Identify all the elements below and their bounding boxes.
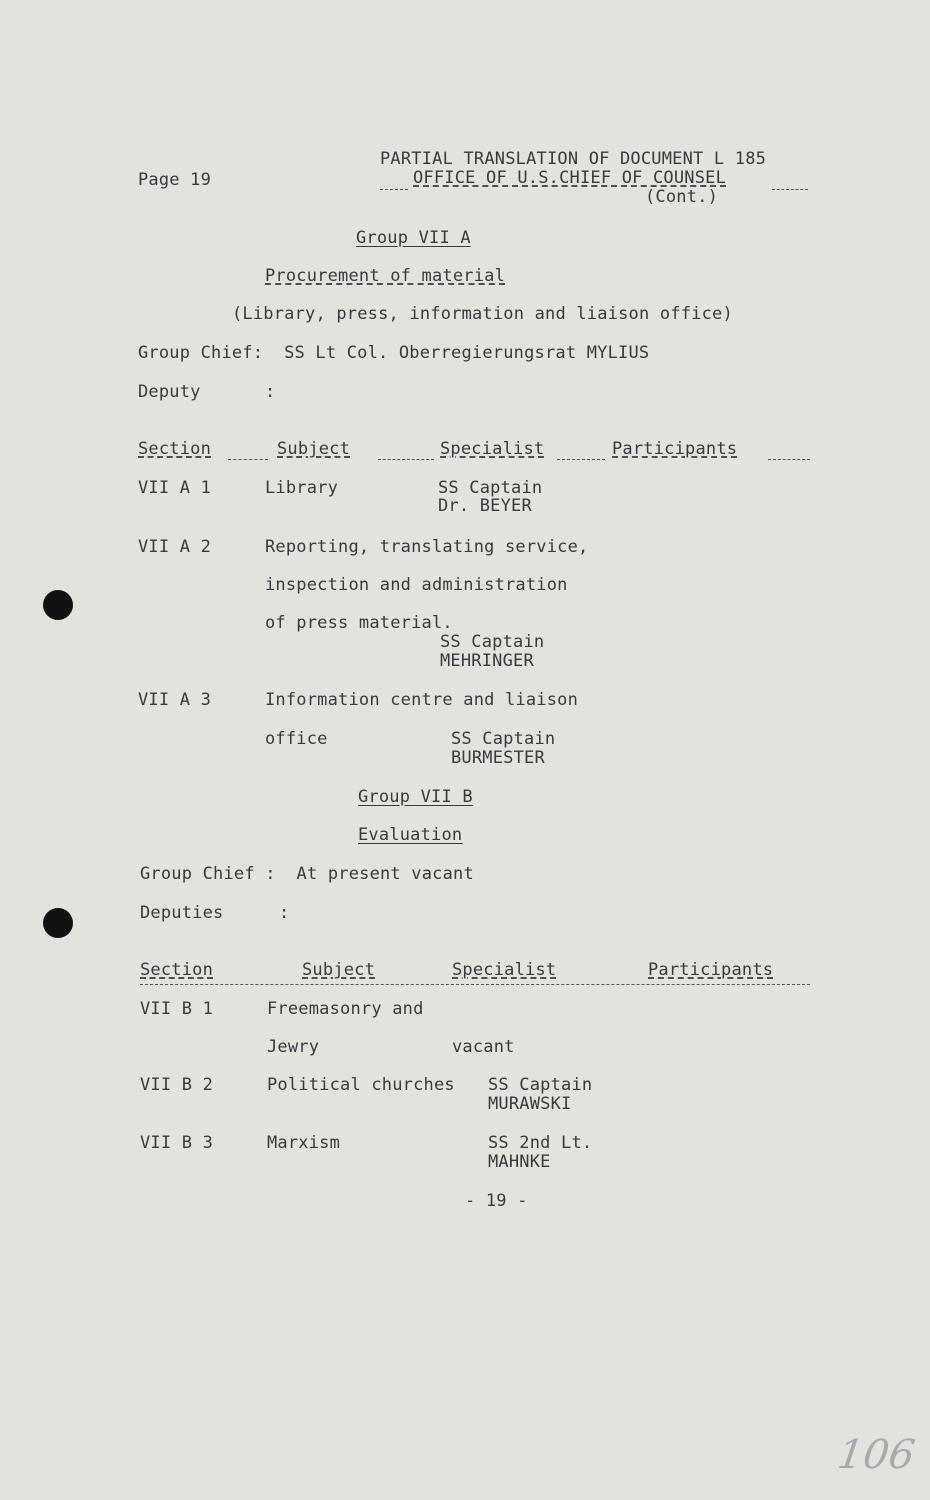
- table-row-section: VII A 3: [138, 690, 212, 710]
- table-row-subject: Reporting, translating service,: [265, 537, 589, 557]
- group-b-col-subject: Subject: [302, 960, 376, 980]
- document-title: PARTIAL TRANSLATION OF DOCUMENT L 185: [380, 149, 767, 169]
- table-row-subject: Library: [265, 478, 339, 498]
- table-row-specialist-rank: SS Captain: [440, 632, 545, 652]
- page-label: Page 19: [138, 170, 212, 190]
- group-b-deputy-colon: :: [279, 903, 290, 923]
- table-row-subject: Marxism: [267, 1133, 341, 1153]
- table-row-specialist-rank: SS 2nd Lt.: [488, 1133, 593, 1153]
- table-row-subject: Political churches: [267, 1075, 455, 1095]
- group-a-col-subject: Subject: [277, 439, 351, 459]
- table-row-subject-cont: Jewry: [267, 1037, 320, 1057]
- group-a-col-participants: Participants: [612, 439, 738, 459]
- group-b-col-specialist: Specialist: [452, 960, 557, 980]
- group-a-deputy-label: Deputy: [138, 382, 201, 402]
- table-row-section: VII A 2: [138, 537, 212, 557]
- table-row-subject: Information centre and liaison: [265, 690, 579, 710]
- table-row-specialist-name: Dr. BEYER: [438, 496, 532, 516]
- table-row-specialist-name: MAHNKE: [488, 1152, 551, 1172]
- group-a-subtitle: Procurement of material: [265, 266, 506, 286]
- table-row-specialist-name: MURAWSKI: [488, 1094, 572, 1114]
- table-row-subject-cont: office: [265, 729, 328, 749]
- punch-hole-bottom: [43, 908, 73, 938]
- group-a-title: Group VII A: [356, 228, 471, 248]
- group-b-deputy-label: Deputies: [140, 903, 224, 923]
- document-cont: (Cont.): [645, 187, 719, 207]
- table-row-specialist-rank: SS Captain: [488, 1075, 593, 1095]
- page-number: - 19 -: [465, 1191, 528, 1211]
- table-row-subject-cont: inspection and administration: [265, 575, 568, 595]
- group-b-title: Group VII B: [358, 787, 473, 807]
- handwritten-page-number: 106: [834, 1432, 918, 1478]
- group-b-col-section: Section: [140, 960, 214, 980]
- table-row-section: VII B 3: [140, 1133, 214, 1153]
- table-row-section: VII A 1: [138, 478, 212, 498]
- group-b-col-participants: Participants: [648, 960, 774, 980]
- table-row-subject-cont: of press material.: [265, 613, 453, 633]
- group-a-chief: Group Chief: SS Lt Col. Oberregierungsrat MYLIUS: [138, 343, 650, 363]
- table-row-specialist-name: MEHRINGER: [440, 651, 534, 671]
- group-b-subtitle: Evaluation: [358, 825, 463, 845]
- group-a-col-specialist: Specialist: [440, 439, 545, 459]
- table-row-section: VII B 1: [140, 999, 214, 1019]
- group-a-col-section: Section: [138, 439, 212, 459]
- table-row-specialist: vacant: [452, 1037, 515, 1057]
- table-row-specialist-name: BURMESTER: [451, 748, 545, 768]
- punch-hole-top: [43, 590, 73, 620]
- group-b-chief: Group Chief : At present vacant: [140, 864, 474, 884]
- table-row-specialist-rank: SS Captain: [438, 478, 543, 498]
- table-row-specialist-rank: SS Captain: [451, 729, 556, 749]
- table-row-section: VII B 2: [140, 1075, 214, 1095]
- group-a-deputy-colon: :: [265, 382, 276, 402]
- document-office: OFFICE OF U.S.CHIEF OF COUNSEL: [413, 168, 727, 188]
- table-row-subject: Freemasonry and: [267, 999, 424, 1019]
- group-a-scope: (Library, press, information and liaison office): [232, 304, 733, 324]
